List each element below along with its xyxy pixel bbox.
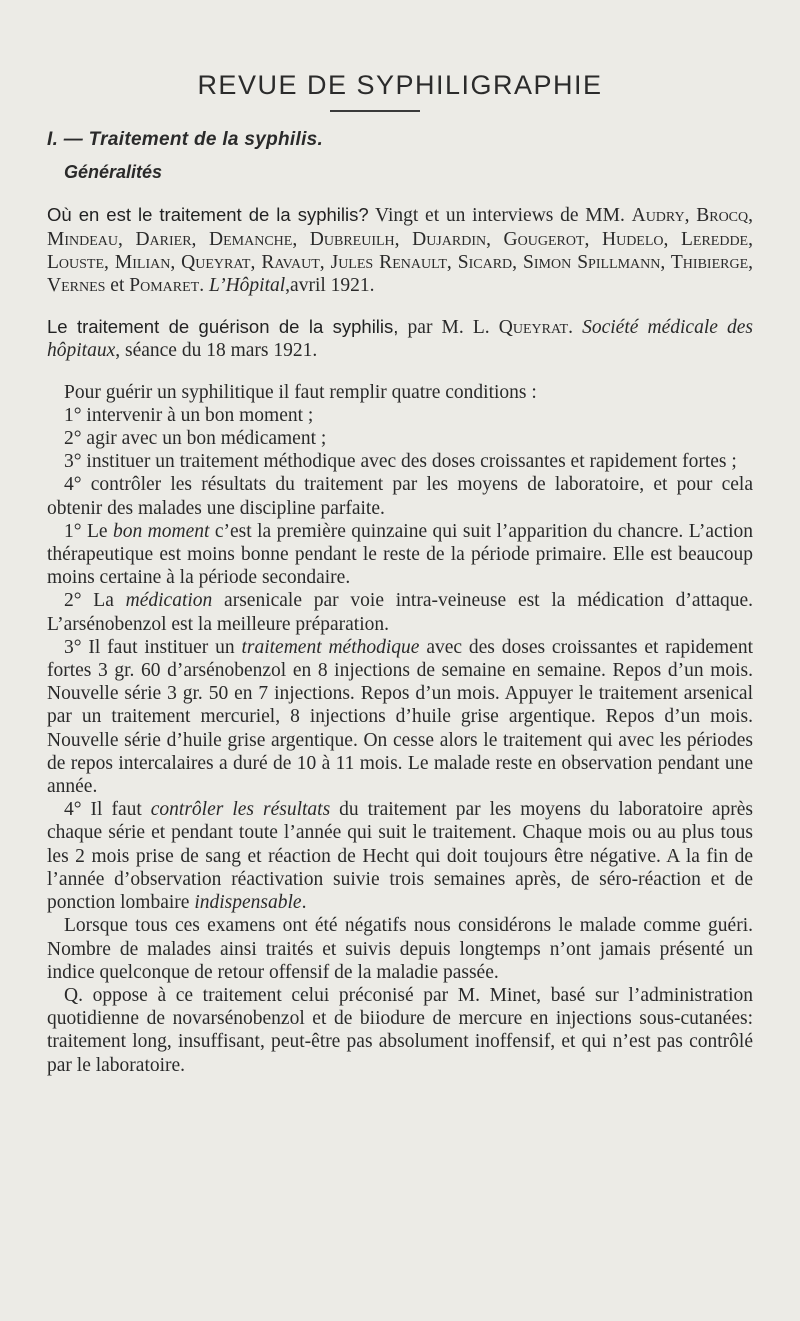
text-run: 2° La [64, 590, 126, 612]
paragraph-condition-4: 4° contrôler les résultats du traitement par les moyens de laboratoire, et pour cela obtenir des malades une discipline parfaite. [47, 474, 753, 519]
bibliography-entry-2 [47, 315, 753, 362]
paragraph-controler-resultats [47, 798, 753, 914]
paragraph-condition-3: 3° instituer un traitement méthodique avec des doses croissantes et rapidement fortes ; [64, 451, 737, 473]
paragraph-minet: Q. oppose à ce traitement celui préconisé par M. Minet, basé sur l’administration quotidienne de novarsénobenzol et de biiodure de mercure en injections sous-cutanées: traitement long, insuffisant, peut-être pas absolument inoffensif, et qui n’est pas contrôlé par le laboratoire. [47, 984, 753, 1076]
entry-period: . [199, 275, 209, 297]
bibliography-entry-1 [47, 203, 753, 297]
entry-date: , séance du 18 mars 1921. [115, 340, 318, 362]
paragraph-bon-moment [47, 520, 753, 590]
paragraph-traitement-methodique [47, 636, 753, 798]
entry-date: ,avril 1921. [285, 275, 375, 297]
paragraph-condition-1: 1° intervenir à un bon moment ; [64, 404, 314, 426]
text-run: arsenicale par voie intra-veineuse est la médication d’attaque. L’arsénobenzol est la meilleure préparation. [47, 590, 753, 635]
text-run: 4° Il faut [64, 799, 151, 821]
entry-journal: Société médicale des hôpitaux [47, 317, 753, 362]
text-run: c’est la première quinzaine qui suit l’apparition du chancre. L’action thérapeutique est moins bonne pendant le reste de la période primaire. Elle est beaucoup moins certaine à la période secondaire. [47, 520, 753, 589]
entry-title: Le traitement de guérison de la syphilis, [47, 316, 399, 338]
entry-period: . [568, 317, 583, 339]
section-heading: I. — Traitement de la syphilis. [47, 129, 324, 150]
emphasis: contrôler les résultats [150, 799, 331, 821]
article-body [47, 128, 753, 1077]
entry-conjunction: et [105, 275, 130, 297]
subsection-heading: Généralités [64, 162, 163, 183]
paragraph-condition-2: 2° agir avec un bon médicament ; [64, 428, 327, 450]
entry-last-author: Pomaret [129, 275, 200, 297]
entry-journal: L’Hôpital [208, 275, 286, 297]
emphasis: bon moment [112, 520, 210, 542]
header-rule [330, 110, 420, 112]
emphasis: médication [125, 590, 213, 612]
text-run: . [301, 892, 307, 914]
text-run: avec des doses croissantes et rapidement fortes 3 gr. 60 d’arsénobenzol en 8 injections de semaine en semaine. Repos d’un mois. Nouvelle série 3 gr. 50 en 7 injections. Repos d’un mois. Appuyer le traitement arsenical par un traitement mercuriel, 8 injections d’huile grise argentique. Repos d’un mois. Nouvelle série d’huile grise argentique. On cesse alors le traitement qui avec les périodes de repos intercalaires a duré de 10 à 11 mois. Le malade reste en observation pendant une année. [47, 636, 753, 798]
text-run: 3° Il faut instituer un [64, 636, 242, 658]
entry-title: Où en est le traitement de la syphilis? [47, 204, 369, 226]
running-header: REVUE DE SYPHILIGRAPHIE [197, 70, 603, 100]
emphasis: indispensable [194, 892, 302, 914]
entry-authors: Audry, Brocq, Mindeau, Darier, Demanche, Dubreuilh, Dujardin, Gougerot, Hudelo, Leredde, Louste, Milian, Queyrat, Ravaut, Jules Renault, Sicard, Simon Spillmann, Thibierge, Vernes [47, 205, 753, 297]
entry-text: Vingt et un interviews de MM. [368, 205, 632, 227]
text-run: du traitement par les moyens du laboratoire après chaque série et pendant toute l’année qui suit le traitement. Chaque mois ou au plus tous les 2 mois prise de sang et réaction de Hecht qui doit toujours être négative. A la fin de l’année d’observation réactivation suivie trois semaines après, de séro-réaction et de ponction lombaire [47, 799, 753, 914]
entry-by: par M. L. [398, 317, 499, 339]
emphasis: traitement méthodique [241, 636, 420, 658]
entry-author: Queyrat [498, 317, 569, 339]
paragraph-conditions: Pour guérir un syphilitique il faut remplir quatre conditions : [64, 381, 537, 403]
paragraph-gueri: Lorsque tous ces examens ont été négatifs nous considérons le malade comme guéri. Nombre de malades ainsi traités et suivis depuis longtemps n’ont jamais présenté un indice quelconque de retour offensif de la maladie passée. [47, 915, 753, 983]
paragraph-medication [47, 589, 753, 635]
text-run: 1° Le [64, 520, 113, 542]
